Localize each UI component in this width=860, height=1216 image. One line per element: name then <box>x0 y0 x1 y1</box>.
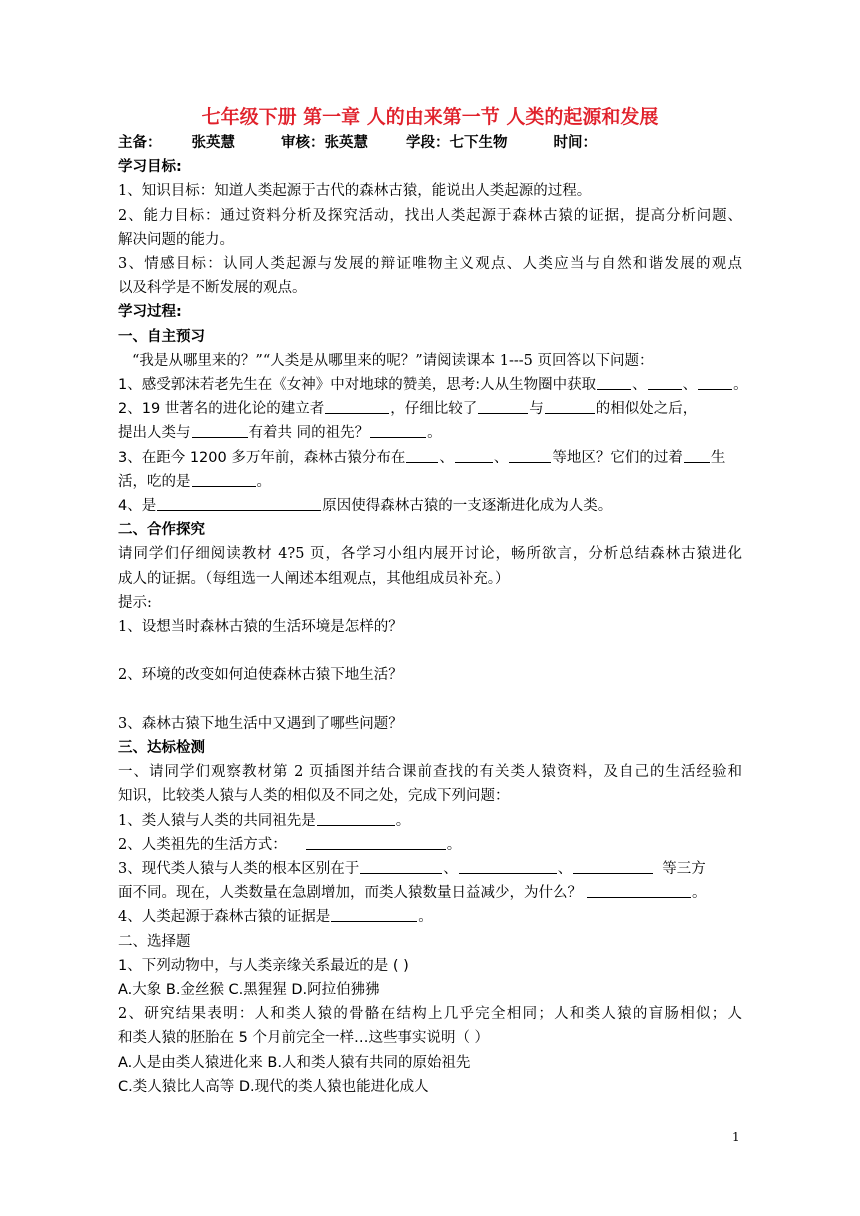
question-4 <box>118 494 742 518</box>
answer-blank[interactable] <box>684 448 710 463</box>
answer-blank[interactable] <box>157 496 321 511</box>
answer-blank[interactable] <box>406 448 438 463</box>
question-1-text: 1、感受郭沫若老先生在《女神》中对地球的赞美，思考:人从生物圈中获取 <box>118 377 597 394</box>
question-2-text: ，仔细比较了 <box>390 401 478 418</box>
section-2-intro-line-1: 请同学们仔细阅读教材 4?5 页，各学习小组内展开讨论，畅所欲言，分析总结森林古猿进化 <box>118 546 742 563</box>
answer-blank[interactable] <box>192 423 248 438</box>
check-question-3-text: 3、现代类人猿与人类的根本区别在于 <box>118 861 360 878</box>
check-question-1 <box>118 809 742 833</box>
answer-blank[interactable] <box>459 859 557 874</box>
hint-3: 3、森林古猿下地生活中又遇到了哪些问题？ <box>118 715 403 732</box>
mc-question-2-options-2: C.类人猿比人高等 D.现代的类人猿也能进化成人 <box>118 1078 429 1095</box>
mc-question-1: 1、下列动物中，与人类亲缘关系最近的是 ( ) <box>118 957 409 974</box>
separator: 、 <box>682 377 698 394</box>
document-body <box>118 131 748 1099</box>
answer-blank[interactable] <box>370 423 426 438</box>
reviewer: 审核：张英慧 <box>281 135 368 151</box>
question-1 <box>118 373 748 397</box>
check-question-3-line-1 <box>118 857 742 881</box>
period: 。 <box>446 836 462 853</box>
answer-blank[interactable] <box>455 448 493 463</box>
period: 。 <box>733 377 748 394</box>
question-3-line-1 <box>118 446 742 470</box>
goal-3-line-2: 以及科学是不断发展的观点。 <box>118 280 307 297</box>
separator: 、 <box>443 861 458 878</box>
answer-blank[interactable] <box>478 399 528 414</box>
time-label: 时间： <box>553 135 597 151</box>
meta-line <box>118 131 742 155</box>
main-preparer-label: 主备： <box>118 135 162 151</box>
hint-label: 提示: <box>118 594 152 611</box>
question-2-text: 与 <box>529 401 544 418</box>
hint-1: 1、设想当时森林古猿的生活环境是怎样的？ <box>118 619 403 636</box>
period: 。 <box>395 812 411 829</box>
question-3-text: 生 <box>710 449 726 466</box>
question-2-text: 提出人类与 <box>118 425 191 442</box>
check-question-4 <box>118 905 742 929</box>
check-question-3-text: 面不同。现在，人类数量在急剧增加，而类人猿数量日益减少，为什么？ <box>118 885 582 902</box>
question-4-text: 4、是 <box>118 498 157 515</box>
question-3-text: 3、在距今 1200 多万年前，森林古猿分布在 <box>118 449 406 466</box>
answer-blank[interactable] <box>587 883 691 898</box>
question-3-text: 活，吃的是 <box>118 473 191 490</box>
check-question-4-text: 4、人类起源于森林古猿的证据是 <box>118 909 331 926</box>
period: 。 <box>427 425 442 442</box>
page-number: 1 <box>732 1130 740 1144</box>
separator: 、 <box>439 449 454 466</box>
goal-3-line-1: 3、情感目标：认同人类起源与发展的辩证唯物主义观点、人类应当与自然和谐发展的观点 <box>118 256 742 273</box>
section-2-intro-line-2: 成人的证据。（每组选一人阐述本组观点，其他组成员补充。） <box>118 570 510 587</box>
question-2-line-2 <box>118 421 742 445</box>
answer-blank[interactable] <box>509 448 551 463</box>
answer-space <box>118 688 742 712</box>
goals-heading: 学习目标: <box>118 159 182 176</box>
check-question-1-text: 1、类人猿与人类的共同祖先是 <box>118 812 316 829</box>
answer-blank[interactable] <box>597 375 631 390</box>
answer-blank[interactable] <box>545 399 595 414</box>
period: 。 <box>256 473 271 490</box>
period: 。 <box>692 885 707 902</box>
answer-blank[interactable] <box>698 375 732 390</box>
question-2-text: 2、19 世著名的进化论的建立者 <box>118 401 325 418</box>
question-4-text: 原因使得森林古猿的一支逐渐进化成为人类。 <box>322 498 613 515</box>
hint-2: 2、环境的改变如何迫使森林古猿下地生活？ <box>118 667 403 684</box>
section-3-intro-line-2: 知识，比较类人猿与人类的相似及不同之处，完成下列问题： <box>118 788 510 805</box>
check-question-2 <box>118 833 742 857</box>
separator: 、 <box>557 861 573 878</box>
period: 。 <box>418 909 433 926</box>
goal-2-line-2: 解决问题的能力。 <box>118 231 234 248</box>
section-1-intro: “我是从哪里来的？”“人类是从哪里来的呢？”请阅读课本 1---5 页回答以下问题： <box>132 352 654 369</box>
answer-blank[interactable] <box>573 859 653 874</box>
question-2-text: 有着共 同的祖先？ <box>248 425 370 442</box>
check-question-2-text: 2、人类祖先的生活方式： <box>118 836 287 853</box>
check-question-3-text: 等三方 <box>662 861 706 878</box>
question-2-text: 的相似处之后， <box>595 401 698 418</box>
separator: 、 <box>632 377 647 394</box>
answer-blank[interactable] <box>648 375 682 390</box>
mc-question-2-line-2: 和类人猿的胚胎在 5 个月前完全一样…这些事实说明（ ） <box>118 1030 490 1047</box>
answer-space <box>118 639 742 663</box>
mc-question-2-line-1: 2、研究结果表明：人和类人猿的骨骼在结构上几乎完全相同；人和类人猿的盲肠相似；人 <box>118 1006 742 1023</box>
section-3-intro-line-1: 一、请同学们观察教材第 2 页插图并结合课前查找的有关类人猿资料，及自己的生活经验和 <box>118 764 742 781</box>
main-preparer-name: 张英慧 <box>191 135 235 151</box>
separator: 、 <box>493 449 509 466</box>
goal-2-line-1: 2、能力目标：通过资料分析及探究活动，找出人类起源于森林古猿的证据，提高分析问题、 <box>118 207 742 224</box>
section-2-heading: 二、合作探究 <box>118 522 205 539</box>
section-3-heading: 三、达标检测 <box>118 740 205 757</box>
mc-question-1-options: A.大象 B.金丝猴 C.黑猩猩 D.阿拉伯狒狒 <box>118 982 380 999</box>
question-3-line-2 <box>118 470 742 494</box>
section-1-heading: 一、自主预习 <box>118 328 205 345</box>
multiple-choice-heading: 二、选择题 <box>118 933 191 950</box>
answer-blank[interactable] <box>360 859 442 874</box>
answer-blank[interactable] <box>306 835 446 850</box>
answer-blank[interactable] <box>317 811 395 826</box>
answer-blank[interactable] <box>325 399 389 414</box>
process-heading: 学习过程: <box>118 304 182 321</box>
answer-blank[interactable] <box>331 907 417 922</box>
mc-question-2-options-1: A.人是由类人猿进化来 B.人和类人猿有共同的原始祖先 <box>118 1054 471 1071</box>
goal-1: 1、知识目标：知道人类起源于古代的森林古猿，能说出人类起源的过程。 <box>118 183 592 200</box>
question-2-line-1 <box>118 397 742 421</box>
answer-blank[interactable] <box>192 472 256 487</box>
question-3-text: 等地区？它们的过着 <box>552 449 683 466</box>
document-title: 七年级下册 第一章 人的由来第一节 人类的起源和发展 <box>201 106 659 128</box>
stage: 学段：七下生物 <box>406 135 508 151</box>
check-question-3-line-2 <box>118 881 742 905</box>
